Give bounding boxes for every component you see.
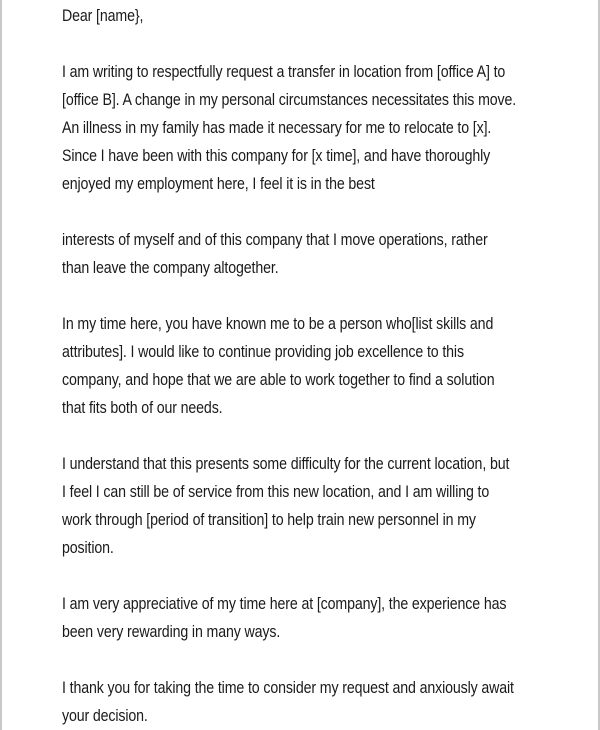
paragraph-line: company, and hope that we are able to work together to find a solution — [62, 371, 495, 389]
paragraph-1 — [62, 58, 569, 198]
paragraph-2 — [62, 226, 569, 282]
paragraph-gap — [62, 198, 569, 226]
paragraph-line: than leave the company altogether. — [62, 259, 279, 277]
paragraph-gap — [62, 646, 569, 674]
salutation: Dear [name}, — [62, 7, 144, 25]
paragraph-3 — [62, 310, 569, 422]
paragraph-line: In my time here, you have known me to be a person who[list skills and — [62, 315, 494, 333]
paragraph-line: position. — [62, 539, 114, 557]
paragraph-line: attributes]. I would like to continue providing job excellence to this — [62, 343, 464, 361]
paragraph-line: I thank you for taking the time to consider my request and anxiously await — [62, 679, 514, 697]
paragraph-line: enjoyed my employment here, I feel it is in the best — [62, 175, 375, 193]
paragraph-line: I feel I can still be of service from this new location, and I am willing to — [62, 483, 490, 501]
paragraph-4 — [62, 450, 569, 562]
letter-body — [62, 2, 569, 730]
paragraph-line: I am writing to respectfully request a transfer in location from [office A] to — [62, 63, 506, 81]
paragraph-line: Since I have been with this company for [x time], and have thoroughly — [62, 147, 491, 165]
paragraph-gap — [62, 422, 569, 450]
paragraph-line: been very rewarding in many ways. — [62, 623, 281, 641]
paragraph-line: interests of myself and of this company that I move operations, rather — [62, 231, 488, 249]
paragraph-line: that fits both of our needs. — [62, 399, 223, 417]
paragraph-line: your decision. — [62, 707, 148, 725]
paragraph-gap — [62, 30, 569, 58]
paragraph-line: work through [period of transition] to help train new personnel in my — [62, 511, 476, 529]
paragraph-line: I am very appreciative of my time here at [company], the experience has — [62, 595, 507, 613]
paragraph-line: An illness in my family has made it necessary for me to relocate to [x]. — [62, 119, 492, 137]
paragraph-line: I understand that this presents some difficulty for the current location, but — [62, 455, 510, 473]
paragraph-gap — [62, 282, 569, 310]
paragraph-6 — [62, 674, 569, 730]
paragraph-gap — [62, 562, 569, 590]
paragraph-5 — [62, 590, 569, 646]
paragraph-line: [office B]. A change in my personal circumstances necessitates this move. — [62, 91, 517, 109]
